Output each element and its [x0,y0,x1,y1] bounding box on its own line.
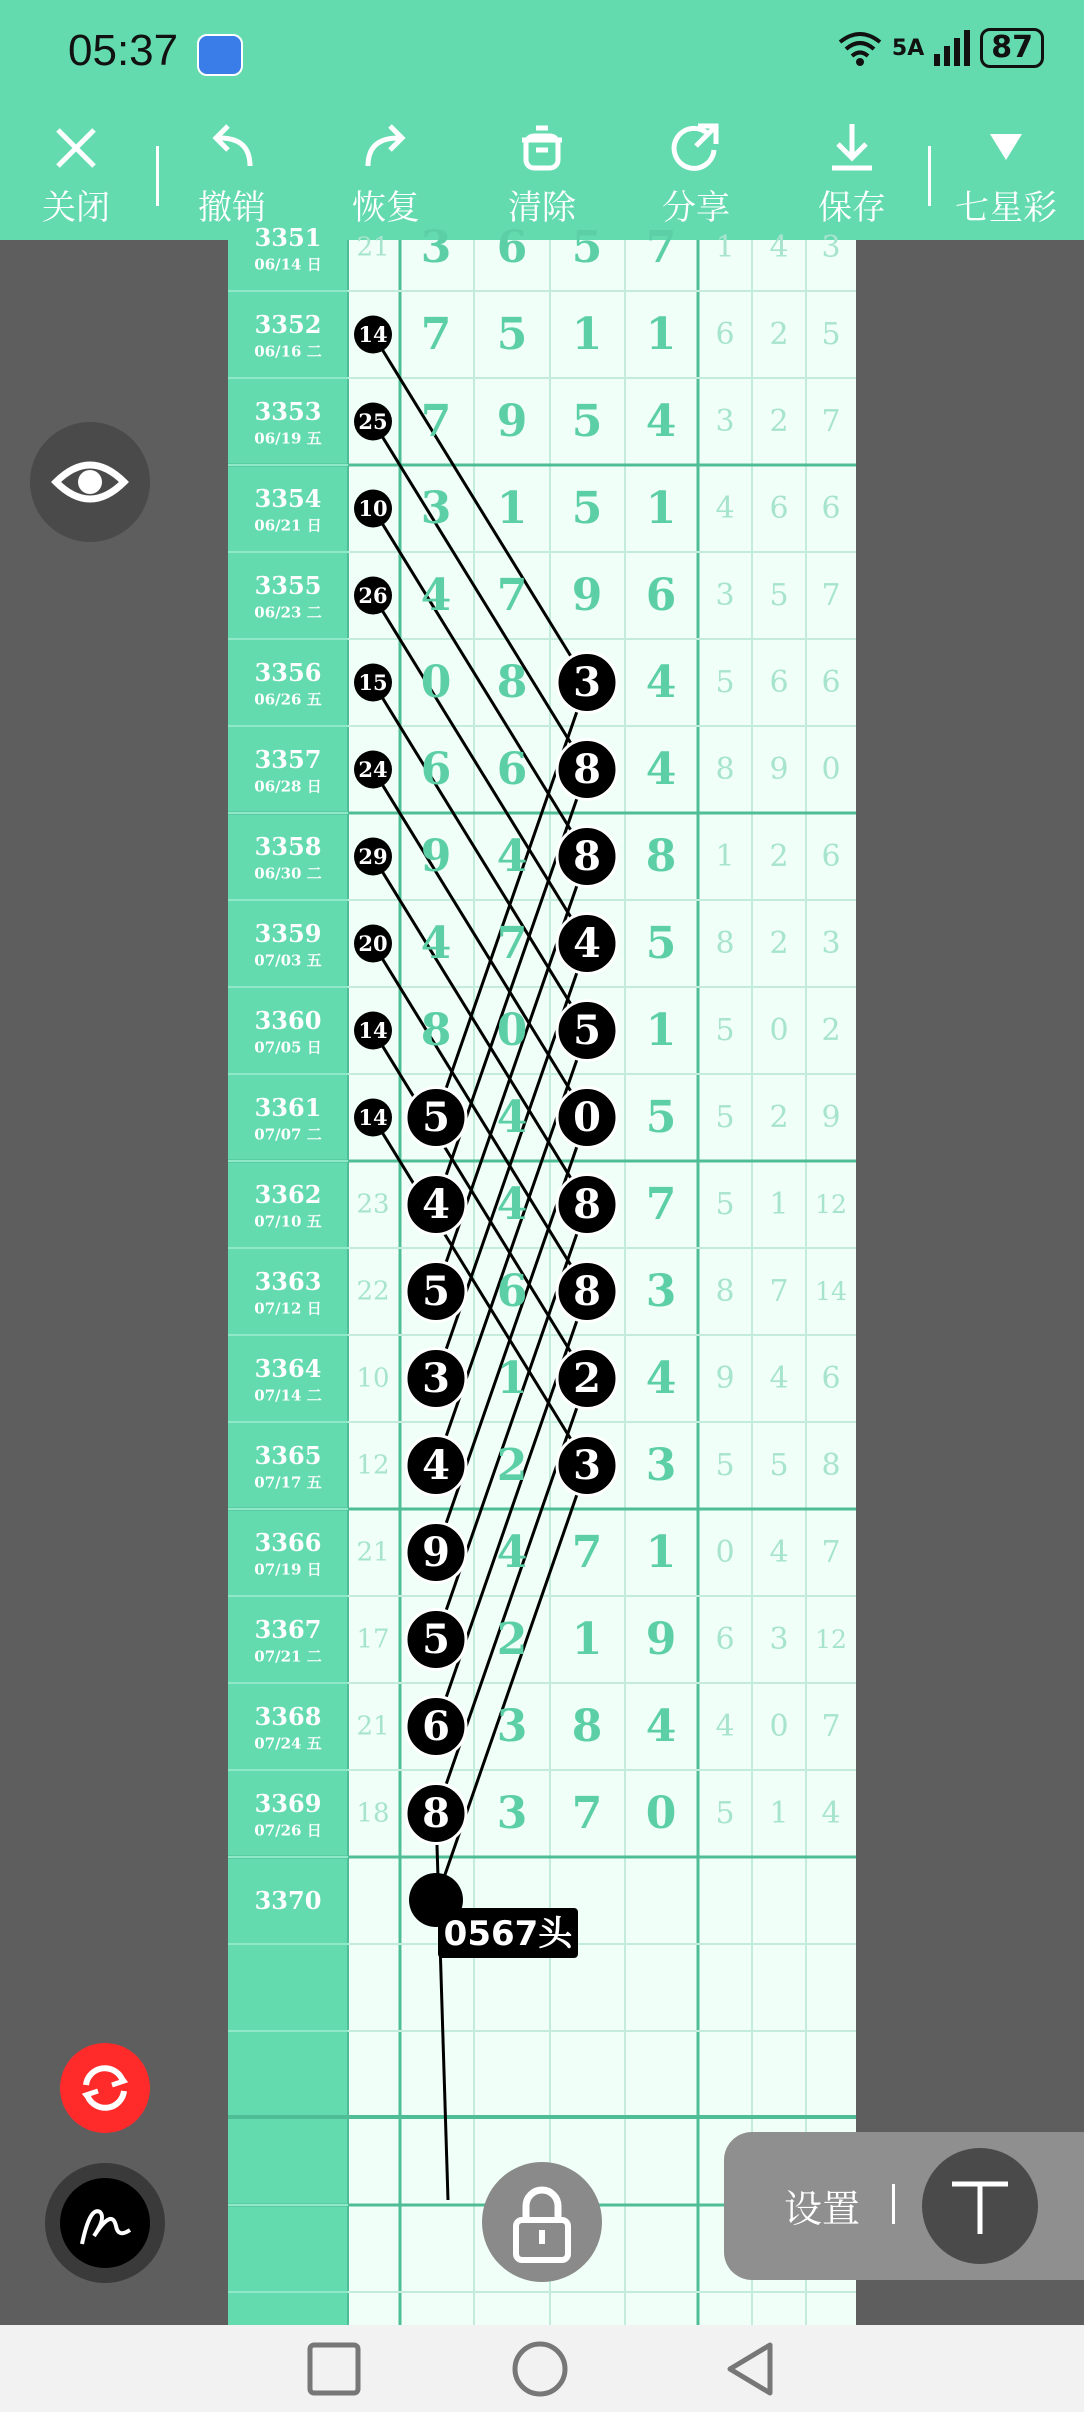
digit-value: 3 [422,1355,450,1402]
digit-value: 8 [420,1005,452,1056]
redo-icon [354,116,418,180]
issue-number: 3363 [254,1267,322,1296]
issue-date: 07/03 五 [254,951,322,970]
sum-value: 26 [358,583,388,608]
sum-value: 12 [356,1450,390,1481]
digit-value: 4 [496,831,528,882]
sum-value: 21 [356,232,390,263]
extra-value: 0 [715,1535,735,1570]
extra-value: 8 [715,752,735,787]
digit-value: 4 [422,1442,450,1489]
panel-divider [892,2184,895,2224]
extra-value: 8 [715,1274,735,1309]
digit-value: 9 [571,570,603,621]
extra-value: 4 [769,1361,789,1396]
digit-value: 5 [422,1094,450,1141]
extra-value: 7 [821,404,841,439]
digit-value: 7 [420,309,452,360]
extra-value: 7 [821,1535,841,1570]
sum-value: 25 [358,409,388,434]
toolbar-label: 保存 [818,188,886,228]
extra-value: 2 [769,926,789,961]
toolbar-download-button[interactable] [792,116,912,236]
extra-value: 0 [769,1709,789,1744]
digit-value: 4 [645,1353,677,1404]
extra-value: 4 [821,1796,841,1831]
toolbar-label: 恢复 [352,188,420,228]
digit-value: 6 [645,570,677,621]
digit-value: 5 [573,1007,601,1054]
digit-value: 5 [645,918,677,969]
extra-value: 1 [715,839,735,874]
digit-value: 4 [422,1181,450,1228]
toolbar-label: 清除 [508,188,576,228]
toolbar-undo-button[interactable] [172,116,292,236]
issue-number: 3369 [254,1789,322,1818]
digit-value: 8 [573,746,601,793]
settings-panel [724,2132,1084,2280]
digit-value: 8 [571,1701,603,1752]
digit-value: 4 [420,918,452,969]
connector-line [373,335,587,683]
extra-value: 5 [821,317,841,352]
extra-value: 5 [715,1187,735,1222]
extra-value: 5 [715,1100,735,1135]
toolbar-divider [156,146,159,206]
system-navigation-bar [0,2325,1084,2412]
digit-value: 2 [496,1614,528,1665]
digit-value: 3 [496,1788,528,1839]
issue-number: 3359 [254,919,322,948]
sum-value: 18 [356,1798,390,1829]
issue-number: 3353 [254,397,322,426]
digit-value: 5 [422,1616,450,1663]
digit-value: 7 [420,396,452,447]
extra-value: 0 [769,1013,789,1048]
digit-value: 2 [573,1355,601,1402]
issue-date: 07/12 日 [254,1299,322,1318]
lock-icon [482,2162,602,2282]
issue-date: 06/16 二 [254,342,322,361]
toolbar-label: 七星彩 [955,188,1057,228]
extra-value: 3 [769,1622,789,1657]
digit-value: 7 [496,570,528,621]
issue-date: 06/14 日 [254,255,322,274]
digit-value: 7 [645,222,677,273]
toolbar-label: 关闭 [42,188,110,228]
visibility-toggle-button[interactable] [30,422,150,542]
sum-value: 10 [358,496,388,521]
connector-line [373,596,587,944]
extra-value: 6 [715,1622,735,1657]
extra-value: 14 [815,1277,847,1306]
digit-value: 7 [496,918,528,969]
extra-value: 3 [821,230,841,265]
digit-value: 8 [573,1181,601,1228]
issue-date: 07/14 二 [254,1386,322,1405]
digit-value: 2 [496,1440,528,1491]
extra-value: 6 [821,491,841,526]
digit-value: 5 [571,396,603,447]
digit-value: 8 [573,1268,601,1315]
issue-number: 3367 [254,1615,322,1644]
digit-value: 9 [496,396,528,447]
toolbar-label: 分享 [662,188,730,228]
extra-value: 1 [715,230,735,265]
wifi-icon [836,28,884,68]
digit-value: 8 [645,831,677,882]
digit-value: 0 [496,1005,528,1056]
digit-value: 5 [496,309,528,360]
extra-value: 5 [769,578,789,613]
refresh-button[interactable] [60,2043,150,2133]
toolbar-share-button[interactable] [636,116,756,236]
issue-number: 3356 [254,658,322,687]
issue-date: 07/21 二 [254,1647,322,1666]
extra-value: 4 [769,230,789,265]
digit-value: 8 [422,1790,450,1837]
digit-value: 5 [422,1268,450,1315]
network-type-label: 5A [891,35,925,61]
digit-value: 3 [573,1442,601,1489]
settings-button[interactable]: 设置 [784,2187,861,2231]
connector-line [373,509,587,857]
issue-number: 3352 [254,310,322,339]
connector-line [373,770,587,1118]
sum-value: 23 [356,1189,390,1220]
issue-number: 3364 [254,1354,322,1383]
extra-value: 6 [821,1361,841,1396]
toolbar-redo-button[interactable] [326,116,446,236]
digit-value: 3 [573,659,601,706]
issue-number: 3368 [254,1702,322,1731]
digit-value: 1 [645,1527,677,1578]
extra-value: 4 [769,1535,789,1570]
issue-number: 3351 [254,223,322,252]
extra-value: 5 [715,1448,735,1483]
extra-value: 2 [769,317,789,352]
issue-number: 3362 [254,1180,322,1209]
issue-date: 06/28 日 [254,777,322,796]
digit-value: 4 [496,1179,528,1230]
digit-value: 1 [571,1614,603,1665]
issue-number: 3361 [254,1093,322,1122]
issue-date: 06/26 五 [254,690,322,709]
digit-value: 1 [496,483,528,534]
issue-number: 3354 [254,484,322,513]
lottery-chart-sheet [228,222,856,2325]
digit-value: 1 [571,309,603,360]
system-icons [836,28,1044,68]
extra-value: 6 [769,665,789,700]
digit-value: 5 [571,483,603,534]
eye-icon [30,422,150,542]
digit-value: 4 [496,1092,528,1143]
extra-value: 2 [769,1100,789,1135]
digit-value: 1 [645,1005,677,1056]
digit-value: 1 [645,309,677,360]
extra-value: 7 [821,1709,841,1744]
trash-icon [510,116,574,180]
digit-value: 4 [573,920,601,967]
issue-date: 06/30 二 [254,864,322,883]
sum-value: 10 [356,1363,390,1394]
issue-date: 06/23 二 [254,603,322,622]
extra-value: 9 [769,752,789,787]
recent-apps-icon[interactable] [304,2339,364,2399]
digit-value: 9 [645,1614,677,1665]
clock: 05:37 [68,26,179,75]
extra-value: 0 [821,752,841,787]
signal-icon [932,30,972,66]
extra-value: 12 [815,1190,847,1219]
extra-value: 3 [821,926,841,961]
toolbar-divider [928,146,931,206]
extra-value: 5 [715,1796,735,1831]
extra-value: 6 [769,491,789,526]
issue-date: 07/17 五 [254,1473,322,1492]
digit-value: 0 [420,657,452,708]
digit-value: 1 [645,483,677,534]
battery-level: 87 [980,28,1044,68]
extra-value: 9 [715,1361,735,1396]
issue-number: 3355 [254,571,322,600]
signature-icon [60,2178,150,2268]
digit-value: 3 [420,222,452,273]
issue-number: 3360 [254,1006,322,1035]
digit-value: 1 [496,1353,528,1404]
sum-value: 29 [358,844,388,869]
lock-button[interactable] [482,2162,602,2282]
digit-value: 6 [496,222,528,273]
extra-value: 6 [821,839,841,874]
extra-value: 5 [715,665,735,700]
toolbar-close-button[interactable] [16,116,136,236]
status-bar [0,0,1084,108]
digit-value: 8 [496,657,528,708]
sum-value: 20 [358,931,388,956]
digit-value: 9 [420,831,452,882]
digit-value: 3 [496,1701,528,1752]
digit-value: 3 [420,483,452,534]
digit-value: 0 [573,1094,601,1141]
share-icon [664,116,728,180]
extra-value: 6 [821,665,841,700]
connector-line [373,683,587,1031]
extra-value: 5 [715,1013,735,1048]
close-icon [44,116,108,180]
text-t-icon [922,2148,1038,2264]
sum-value: 14 [358,1018,388,1043]
issue-date: 07/24 五 [254,1734,322,1753]
extra-value: 8 [821,1448,841,1483]
extra-value: 9 [821,1100,841,1135]
issue-number: 3358 [254,832,322,861]
undo-icon [200,116,264,180]
issue-number: 3365 [254,1441,322,1470]
extra-value: 7 [769,1274,789,1309]
chart-grid [228,222,856,2325]
extra-value: 6 [715,317,735,352]
extra-value: 7 [821,578,841,613]
digit-value: 9 [422,1529,450,1576]
connector-line [373,857,587,1205]
digit-value: 4 [645,657,677,708]
sum-value: 14 [358,1105,388,1130]
extra-value: 3 [715,404,735,439]
annotation-label: 0567头 [443,1914,573,1954]
extra-value: 4 [715,491,735,526]
extra-value: 1 [769,1796,789,1831]
extra-value: 8 [715,926,735,961]
toolbar-trash-button[interactable] [482,116,602,236]
sum-value: 22 [356,1276,390,1307]
digit-value: 6 [496,1266,528,1317]
digit-value: 4 [496,1527,528,1578]
digit-value: 0 [645,1788,677,1839]
refresh-icon [60,2043,150,2133]
sum-value: 24 [358,757,388,782]
digit-value: 4 [645,396,677,447]
issue-date: 07/07 二 [254,1125,322,1144]
extra-value: 4 [715,1709,735,1744]
issue-number: 3370 [254,1886,322,1915]
digit-value: 8 [573,833,601,880]
digit-value: 4 [420,570,452,621]
message-notification-icon [197,34,243,76]
extra-value: 2 [769,839,789,874]
drawing-toolbar [0,108,1084,240]
issue-date: 07/10 五 [254,1212,322,1231]
digit-value: 5 [645,1092,677,1143]
toolbar-triangle-down-button[interactable] [946,116,1066,236]
back-icon[interactable] [720,2339,780,2399]
extra-value: 5 [769,1448,789,1483]
pen-tool-button[interactable] [45,2163,165,2283]
digit-value: 4 [645,1701,677,1752]
download-icon [820,116,884,180]
extra-value: 2 [769,404,789,439]
digit-value: 7 [571,1527,603,1578]
sum-value: 17 [356,1624,390,1655]
digit-value: 6 [420,744,452,795]
extra-value: 1 [769,1187,789,1222]
sum-value: 15 [358,670,388,695]
sum-value: 14 [358,322,388,347]
home-icon[interactable] [510,2339,570,2399]
toolbar-label: 撤销 [198,188,266,228]
digit-value: 3 [645,1266,677,1317]
issue-number: 3366 [254,1528,322,1557]
issue-date: 07/26 日 [254,1821,322,1840]
issue-date: 06/21 日 [254,516,322,535]
extra-value: 12 [815,1625,847,1654]
digit-value: 7 [645,1179,677,1230]
issue-date: 07/05 日 [254,1038,322,1057]
issue-number: 3357 [254,745,322,774]
digit-value: 5 [571,222,603,273]
digit-value: 3 [645,1440,677,1491]
sum-value: 21 [356,1537,390,1568]
digit-value: 7 [571,1788,603,1839]
digit-value: 4 [645,744,677,795]
connector-line [373,422,587,770]
triangle-down-icon [974,116,1038,180]
issue-date: 06/19 五 [254,429,322,448]
digit-value: 6 [422,1703,450,1750]
text-tool-button[interactable] [922,2148,1038,2264]
digit-value: 6 [496,744,528,795]
extra-value: 3 [715,578,735,613]
issue-date: 07/19 日 [254,1560,322,1579]
sum-value: 21 [356,1711,390,1742]
extra-value: 2 [821,1013,841,1048]
